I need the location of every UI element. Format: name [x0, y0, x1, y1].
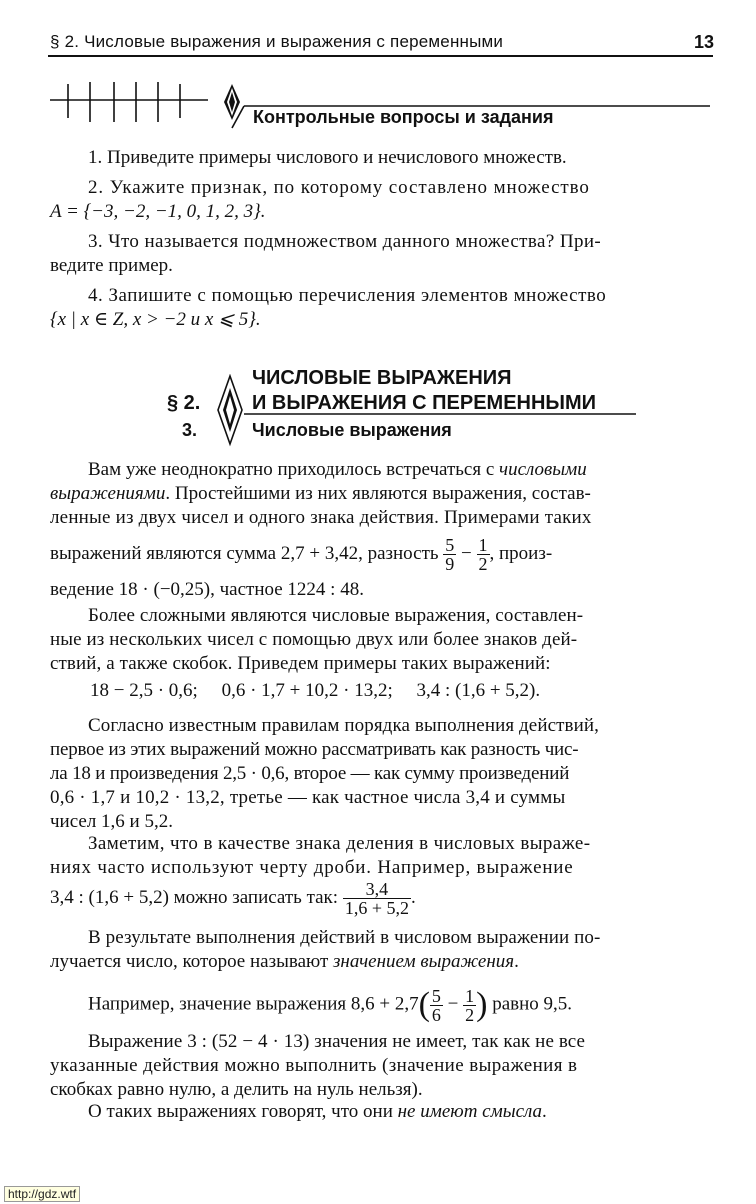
paragraph-2: Более сложными являются числовые выражения, составлен- ные из нескольких чисел с помощью двух или более знаков дей- ствий, а также скобок. Приведем примеры таких выражений:	[50, 605, 584, 674]
question-3: 3. Что называется подмножеством данного множества? При- ведите пример.	[50, 231, 602, 276]
fraction-5-6: $\frac{5}{6}$	[431, 985, 441, 1025]
question-2: 2. Укажите признак, по которому составлено множество A = {−3, −2, −1, 0, 1, 2, 3}.	[50, 177, 590, 222]
paragraph-5: В результате выполнения действий в числовом выражении по- лучается число, которое называют значением выражения.	[50, 927, 601, 972]
section-title-line2: И ВЫРАЖЕНИЯ С ПЕРЕМЕННЫМИ	[252, 392, 597, 414]
section-number: § 2.	[167, 392, 201, 414]
paragraph-1-end: ведение 18 · (−0,25), частное 1224 : 48.	[50, 579, 364, 600]
paragraph-3: Согласно известным правилам порядка выполнения действий, первое из этих выражений можно рассматривать как разность чис- ла 18 и произведения 2,5 · 0,6, второе — как сумму произведений 0,6 · 1,7 и 10,2 · 13,2, третье — как частное числа 3,4 и суммы чисел 1,6 и 5,2.	[50, 715, 600, 832]
paragraph-1: Вам уже неоднократно приходилось встречаться с числовыми выражениями. Простейшими из них являются выражения, состав- ленные из двух чисел и одного знака действия. Примерами таких	[50, 459, 592, 528]
fraction-1-2: $\frac{1}{2}$	[478, 535, 488, 574]
header-rule	[48, 55, 713, 57]
question-4: 4. Запишите с помощью перечисления элементов множество {x | x ∈ Z, x > −2 и x ⩽ 5}.	[50, 285, 607, 330]
example-value-line: Например, значение выражения 8,6 + 2,7( $\frac{5}{6}$ − $\frac{1}{2}$ ) равно 9,5.	[88, 985, 573, 1025]
running-header: § 2. Числовые выражения и выражения с переменными	[50, 32, 504, 51]
paragraph-8: О таких выражениях говорят, что они не имеют смысла.	[88, 1101, 547, 1122]
diamond-icon	[218, 376, 242, 444]
examples-line: 18 − 2,5 · 0,6; 0,6 · 1,7 + 10,2 · 13,2; 3,4 : (1,6 + 5,2).	[90, 680, 541, 701]
fraction-3-4-over-sum: $\frac{3,4}{1,6 + 5,2}$	[344, 879, 409, 918]
fraction-1-2-b: $\frac{1}{2}$	[465, 985, 475, 1025]
question-1: 1. Приведите примеры числового и нечислового множеств.	[88, 147, 567, 168]
fraction-5-9: $\frac{5}{9}$	[445, 535, 455, 574]
section-title-line1: ЧИСЛОВЫЕ ВЫРАЖЕНИЯ	[252, 367, 512, 389]
subsection-title: Числовые выражения	[252, 420, 452, 440]
paragraph-7: Выражение 3 : (52 − 4 · 13) значения не имеет, так как не все указанные действия можно выполнить (значение выражения в скобках равно нулю, а делить на нуль нельзя).	[50, 1031, 586, 1100]
subsection-number: 3.	[182, 420, 198, 440]
paragraph-4-fraction-line: 3,4 : (1,6 + 5,2) можно записать так: $\frac{3,4}{1,6 + 5,2}$ .	[50, 879, 416, 918]
page-number: 13	[693, 32, 714, 52]
paragraph-1-fraction-line: выражений являются сумма 2,7 + 3,42, разность $\frac{5}{9}$ − $\frac{1}{2}$ , произ-	[50, 535, 553, 574]
review-title: Контрольные вопросы и задания	[253, 107, 554, 127]
watermark-link[interactable]: http://gdz.wtf	[4, 1186, 80, 1202]
diamond-icon	[224, 84, 244, 128]
paragraph-4: Заметим, что в качестве знака деления в числовых выраже- ниях часто используют черту дроби. Например, выражение	[50, 833, 591, 878]
